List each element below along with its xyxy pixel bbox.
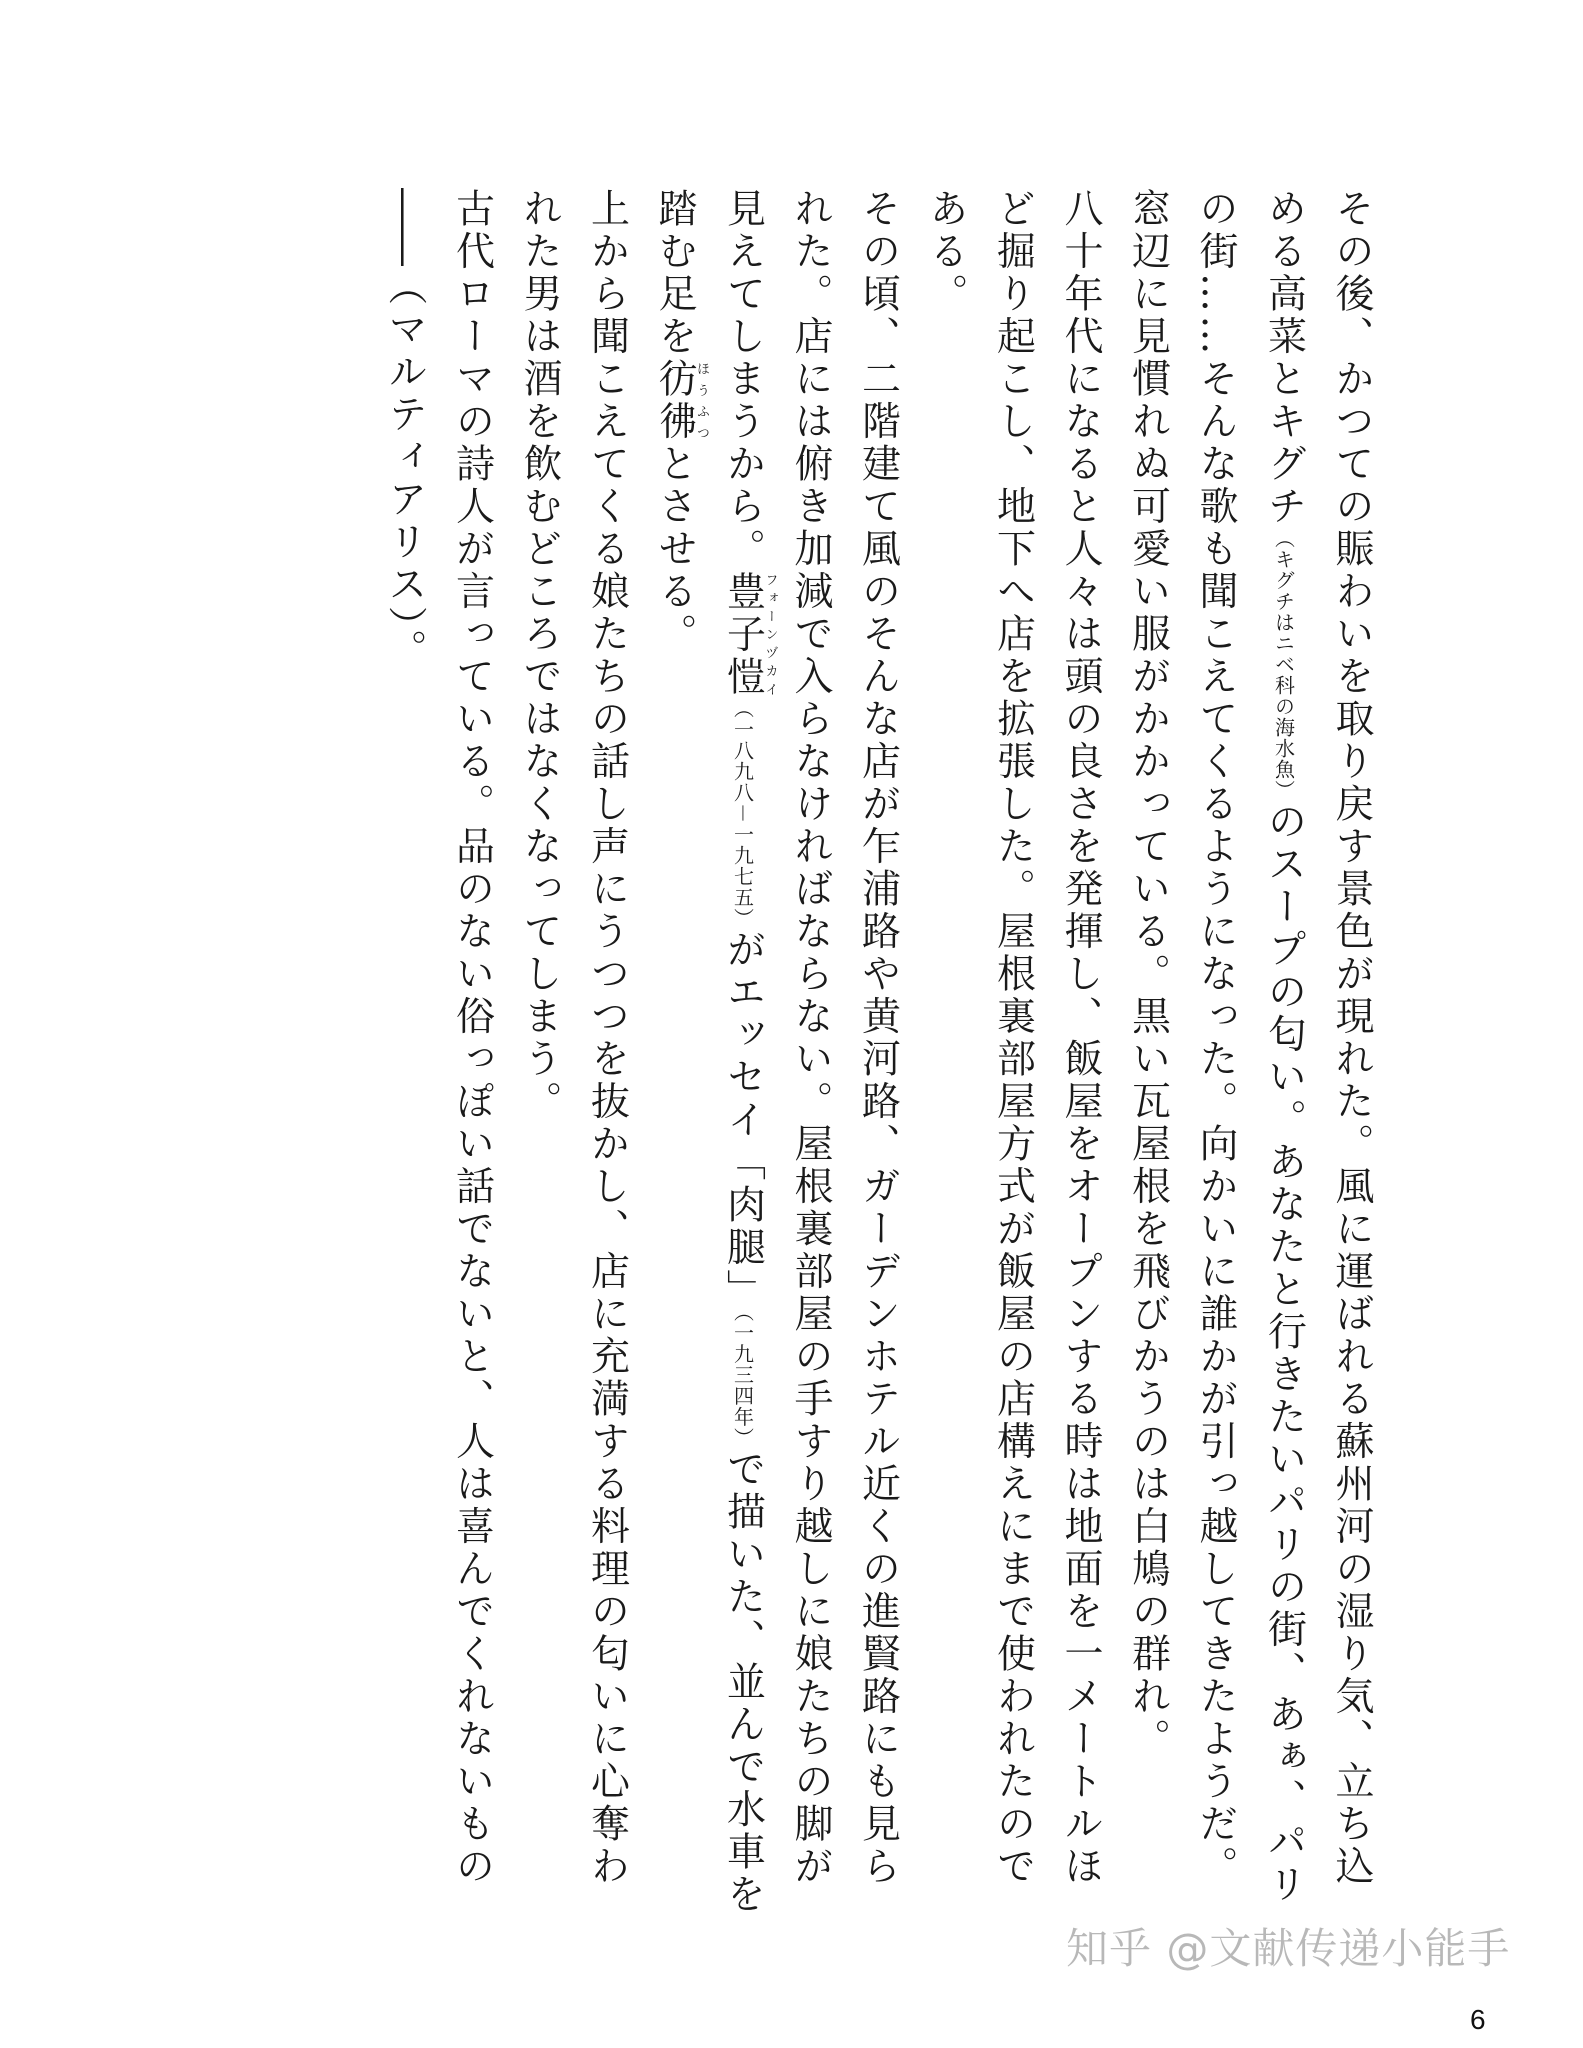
paragraph — [506, 188, 641, 1928]
paragraph — [371, 188, 506, 1928]
text-run: 上から聞こえてくる娘たちの話し声にうつつを抜かし、店に充満する料理の匂いに心奪われた男は酒を飲むどころではなくなってしまう。 — [517, 188, 630, 1888]
watermark: 知乎 @文献传递小能手 — [1066, 1924, 1511, 1973]
em-dash: ―― — [382, 188, 427, 266]
text-run: 八十年代になると人々は頭の良さを発揮し、飯屋をオープンする時は地面を一メートルほど掘り起こし、地下へ店を拡張した。屋根裏部屋方式が飯屋の店構えにまで使われたのである。 — [923, 188, 1103, 1888]
ruby-word — [652, 358, 709, 443]
annotation-note: （一八九八－一九七五） — [730, 698, 755, 929]
text-run: （マルティアリス）。 — [382, 266, 427, 672]
annotation-note: （一九三四年） — [730, 1311, 755, 1449]
annotation-note: （キグチはニベ科の海水魚） — [1271, 528, 1296, 801]
ruby-name — [720, 570, 778, 699]
text-run: 古代ローマの詩人が言っている。品のない俗っぽい話でないと、人は喜んでくれないもの — [449, 188, 495, 1888]
vertical-text-body — [371, 188, 1386, 1928]
paragraph — [912, 188, 1115, 1928]
paragraph — [1114, 188, 1385, 1928]
text-run: で描いた、並んで水車を踏む足を — [652, 188, 766, 1916]
paragraph — [641, 188, 912, 1928]
text-run: がエッセイ「肉腿」 — [720, 929, 766, 1312]
text-run: その後、かつての賑わいを取り戻す景色が現れた。風に運ばれる蘇州河の湿り気、立ち込める高菜とキグチ — [1261, 188, 1374, 1888]
text-run: その頃、二階建て風のそんな店が乍浦路や黄河路、ガーデンホテル近くの進賢路にも見られた。店には俯き加減で入らなければならない。屋根裏部屋の手すり越しに娘たちの脚が見えてしまうから。 — [720, 188, 901, 1888]
text-run: とさせる。 — [652, 443, 697, 656]
ruby-reading: フォーンヅカイ — [762, 570, 778, 698]
ruby-base: 豊子愷 — [720, 570, 766, 698]
page-number: 6 — [1470, 2004, 1486, 2035]
ruby-reading: ほうふつ — [694, 358, 709, 443]
ruby-base: 彷彿 — [652, 358, 697, 443]
text-run: のスープの匂い。あなたと行きたいパリの街、あぁ、パリの街……そんな歌も聞こえてくるようになった。向かいに誰かが引っ越してきたようだ。窓辺に見慣れぬ可愛い服がかかっている。黒い瓦屋根を飛びかうのは白鳩の群れ。 — [1125, 188, 1307, 1906]
